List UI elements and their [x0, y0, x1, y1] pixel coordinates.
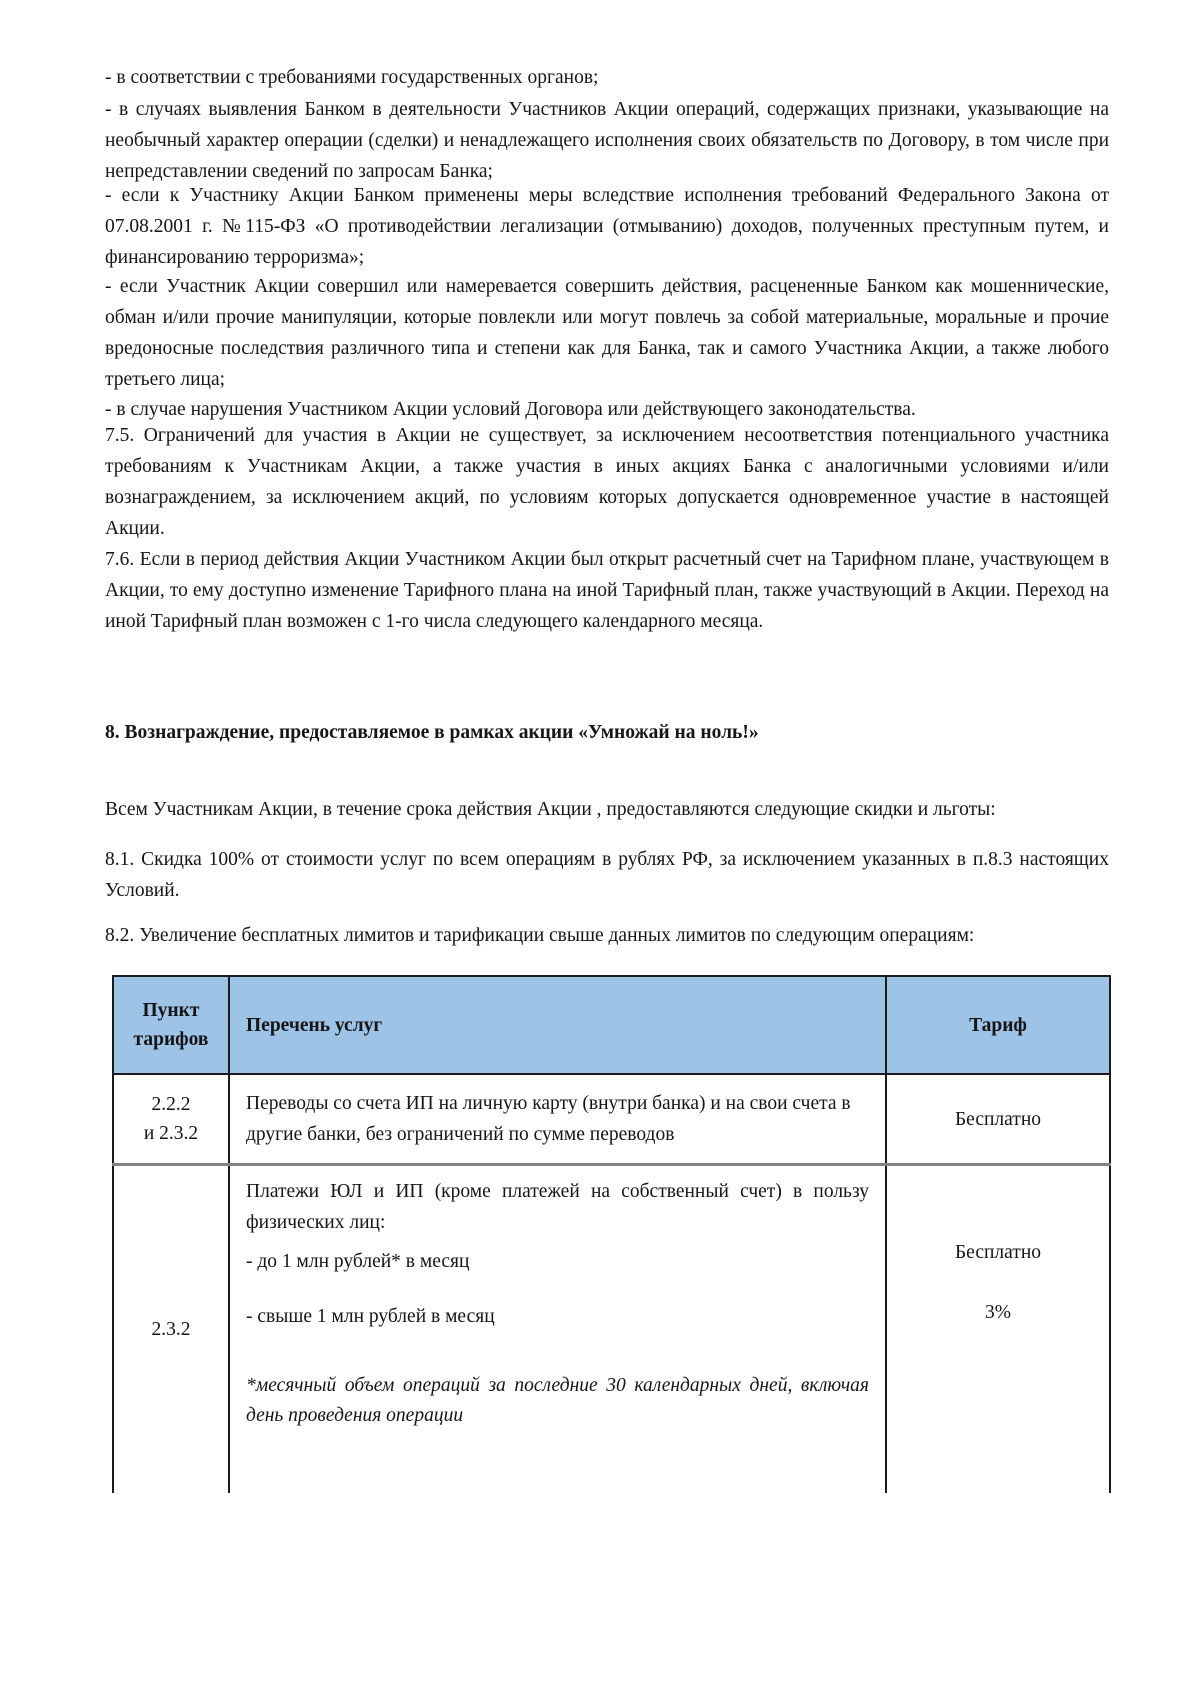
row1-service-cell: Переводы со счета ИП на личную карту (внутри банка) и на свои счета в другие банки, без ограничений по сумме переводов	[228, 1075, 885, 1163]
table-row	[112, 1075, 1111, 1163]
bullet-gov-requirements: - в соответствии с требованиями государственных органов;	[105, 67, 599, 88]
row2-tariff-free: Бесплатно	[954, 1242, 1042, 1263]
section-8-intro: Всем Участникам Акции, в течение срока действия Акции , предоставляются следующие скидки и льготы:	[105, 799, 996, 820]
row2-service-intro: Платежи ЮЛ и ИП (кроме платежей на собственный счет) в пользу физических лиц:	[246, 1181, 869, 1233]
bullet-fraud-actions: - если Участник Акции совершил или намеревается совершить действия, расцененные Банком как мошеннические, обман и/или прочие манипуляции, которые повлекли или могут повлечь за собой материальные, моральные и прочие вредоносные последствия различного типа и степени как для Банка, так и самого Участника Акции, а также любого третьего лица;	[105, 276, 1109, 390]
row2-footnote: *месячный объем операций за последние 30 календарных дней, включая день проведения операции	[246, 1375, 869, 1426]
clause-7-6: 7.6. Если в период действия Акции Участником Акции был открыт расчетный счет на Тарифном плане, участвующем в Акции, то ему доступно изменение Тарифного плана на иной Тарифный план, также участвующий в Акции. Переход на иной Тарифный план возможен с 1-го числа следующего календарного месяца.	[105, 549, 1109, 632]
row2-tariff-cell	[885, 1166, 1111, 1493]
row1-item-cell	[112, 1075, 228, 1163]
row2-item-cell: 2.3.2	[112, 1166, 228, 1493]
bullet-violation: - в случае нарушения Участником Акции условий Договора или действующего законодательства.	[105, 399, 916, 420]
row2-option-under-1mln: - до 1 млн рублей* в месяц	[246, 1251, 470, 1272]
header-cell-tariff-item: Пункт тарифов	[112, 977, 228, 1073]
bullet-law-115-fz: - если к Участнику Акции Банком применены меры вследствие исполнения требований Федерального Закона от 07.08.2001 г. №115-ФЗ «О противодействии легализации (отмыванию) доходов, полученных преступным путем, и финансированию терроризма»;	[105, 185, 1109, 268]
table-row	[112, 1166, 1111, 1493]
row1-tariff-cell: Бесплатно	[885, 1075, 1111, 1163]
section-8-heading: 8. Вознаграждение, предоставляемое в рамках акции «Умножай на ноль!»	[105, 722, 759, 743]
clause-7-5: 7.5. Ограничений для участия в Акции не существует, за исключением несоответствия потенциального участника требованиям к Участникам Акции, а также участия в иных акциях Банка с аналогичными условиями и/или вознаграждением, за исключением акций, по условиям которых допускается одновременное участие в настоящей Акции.	[105, 425, 1109, 539]
row1-item-line1: 2.2.2	[151, 1094, 191, 1115]
tariff-table-header-row	[112, 975, 1111, 1075]
clause-8-2: 8.2. Увеличение бесплатных лимитов и тарификации свыше данных лимитов по следующим операциям:	[105, 925, 975, 946]
tariff-table	[112, 975, 1111, 1493]
row1-item-line2: и 2.3.2	[143, 1123, 199, 1144]
row2-service-cell	[228, 1166, 885, 1493]
bullet-suspicious-operations: - в случаях выявления Банком в деятельности Участников Акции операций, содержащих признаки, указывающие на необычный характер операции (сделки) и ненадлежащего исполнения своих обязательств по Договору, в том числе при непредставлении сведений по запросам Банка;	[105, 99, 1109, 182]
clause-8-1: 8.1. Скидка 100% от стоимости услуг по всем операциям в рублях РФ, за исключением указанных в п.8.3 настоящих Условий.	[105, 849, 1109, 901]
row2-tariff-3-percent: 3%	[985, 1302, 1011, 1323]
header-cell-service-list: Перечень услуг	[228, 977, 885, 1073]
row2-option-over-1mln: - свыше 1 млн рублей в месяц	[246, 1306, 495, 1327]
header-cell-tariff: Тариф	[885, 977, 1111, 1073]
